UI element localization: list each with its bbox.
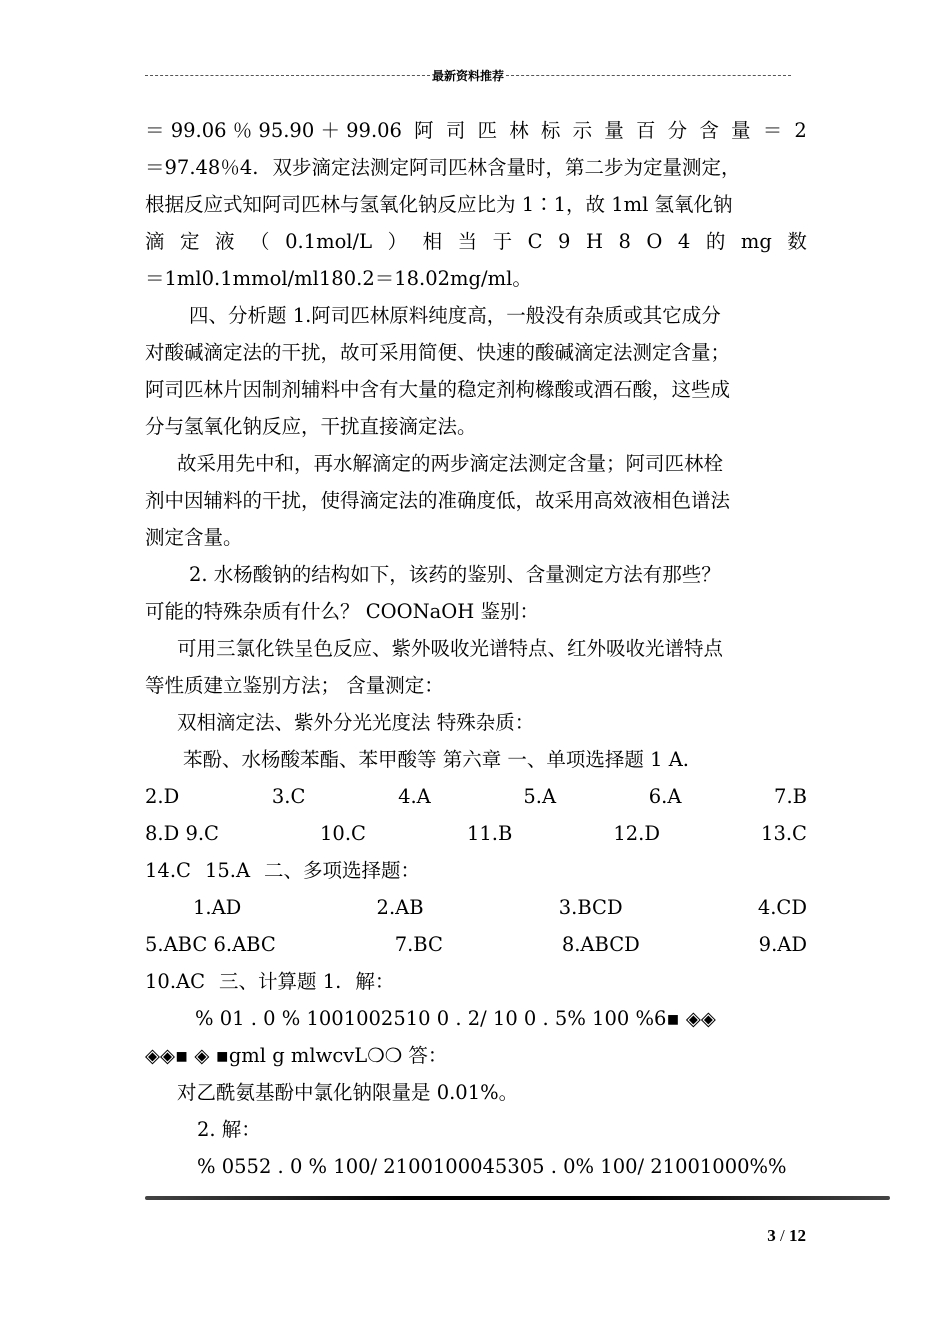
text-segment: 2 [794, 119, 807, 142]
text-segment: 阿司匹林片因制剂辅料中含有大量的稳定剂枸橼酸或酒石酸，这些成 [145, 378, 731, 401]
text-segment: ◈◈▪ ◈ ▪gml g mlwcvL❍❍ 答： [145, 1044, 448, 1067]
text-segment: 2. 水杨酸钠的结构如下，该药的鉴别、含量测定方法有那些？ [189, 563, 721, 586]
text-segment: 8 [618, 230, 631, 253]
text-segment: ＝97.48％4. [145, 156, 259, 179]
text-line [145, 260, 807, 297]
text-line [145, 741, 807, 778]
page-current: 3 [767, 1226, 776, 1245]
text-line [145, 889, 807, 926]
text-segment: 等性质建立鉴别方法； 含量测定： [145, 674, 444, 697]
text-segment: 匹 [477, 119, 498, 142]
text-line [145, 556, 807, 593]
page-total: 12 [789, 1226, 806, 1245]
text-segment: C [527, 230, 543, 253]
text-segment: （ [250, 230, 270, 253]
text-line [145, 297, 807, 334]
text-segment: 5.A [523, 785, 557, 808]
text-segment: % 0552 . 0 % 100/ 2100100045305 . 0% 100/ 21001000%% [197, 1155, 787, 1178]
text-line [145, 1074, 807, 1111]
text-line [145, 963, 807, 1000]
text-segment: 数 [787, 230, 807, 253]
text-line [145, 371, 807, 408]
text-segment: 对酸碱滴定法的干扰，故可采用简便、快速的酸碱滴定法测定含量； [145, 341, 731, 364]
text-segment: 测定含量。 [145, 526, 243, 549]
text-segment: H [585, 230, 603, 253]
text-segment: 14.C [145, 859, 191, 882]
text-line [145, 334, 807, 371]
text-segment: 15.A [204, 859, 251, 882]
text-segment: 10.C [320, 822, 366, 845]
text-segment: 可能的特殊杂质有什么？ COONaOH 鉴别： [145, 600, 539, 623]
text-segment: % 01 . 0 % 1001002510 0 . 2/ 10 0 . 5% 100 %6▪ ◈◈ [195, 1007, 716, 1030]
text-line [145, 1148, 807, 1185]
text-line [145, 112, 807, 149]
text-segment: 标 [540, 119, 561, 142]
text-segment: 司 [445, 119, 466, 142]
text-line [145, 223, 807, 260]
text-segment: 液 [215, 230, 235, 253]
text-line [145, 1037, 807, 1074]
text-line [145, 630, 807, 667]
text-line [145, 667, 807, 704]
text-line [145, 852, 807, 889]
text-segment: 三、计算题 1. [219, 970, 342, 993]
text-segment: 分 [667, 119, 688, 142]
text-segment: 10.AC [145, 970, 206, 993]
header-dash-left [145, 75, 430, 76]
text-line [145, 445, 807, 482]
text-segment: 解： [355, 970, 395, 993]
text-segment: ） [387, 230, 408, 253]
text-segment: ＝1ml0.1mmol/ml180.2＝18.02mg/ml。 [145, 267, 532, 290]
text-line [145, 482, 807, 519]
text-line [145, 408, 807, 445]
text-line [145, 149, 807, 186]
page-number [700, 1226, 806, 1246]
text-segment: 1.AD [193, 896, 242, 919]
text-segment: 4.CD [757, 896, 807, 919]
text-segment: 2.D [145, 785, 180, 808]
text-segment: 4.A [398, 785, 431, 808]
page-separator: / [780, 1226, 785, 1245]
text-segment: 滴 [145, 230, 165, 253]
text-segment: 12.D [613, 822, 660, 845]
text-segment: 林 [509, 119, 529, 142]
text-segment: 8.ABCD [561, 933, 640, 956]
text-segment: 四、分析题 1.阿司匹林原料纯度高，一般没有杂质或其它成分 [189, 304, 721, 327]
text-segment: 8.D 9.C [145, 822, 219, 845]
text-segment: 6.A [648, 785, 682, 808]
text-line [145, 778, 807, 815]
text-segment: 的 [705, 230, 726, 253]
text-segment: 2. 解： [197, 1118, 261, 1141]
text-segment: 剂中因辅料的干扰，使得滴定法的准确度低，故采用高效液相色谱法 [145, 489, 731, 512]
text-segment: mg [740, 230, 772, 253]
text-segment: 双相滴定法、紫外分光光度法 特殊杂质： [177, 711, 535, 734]
text-line [145, 519, 807, 556]
text-segment: 9 [558, 230, 571, 253]
text-line [145, 704, 807, 741]
text-segment: 量 [731, 119, 751, 142]
text-segment: 于 [492, 230, 513, 253]
text-segment: 7.B [774, 785, 807, 808]
footer-rule [145, 1196, 890, 1200]
text-segment: 量 [604, 119, 624, 142]
text-segment: 对乙酰氨基酚中氯化钠限量是 0.01%。 [177, 1081, 519, 1104]
text-line [145, 593, 807, 630]
text-segment: 相 [422, 230, 443, 253]
header-title: 最新资料推荐 [432, 68, 505, 83]
text-segment: 3.BCD [558, 896, 623, 919]
text-line [145, 186, 807, 223]
document-body [145, 112, 807, 1185]
text-segment: 11.B [466, 822, 513, 845]
text-segment: 5.ABC 6.ABC [145, 933, 276, 956]
running-header [145, 64, 791, 86]
text-segment: 含 [699, 119, 719, 142]
text-segment: 苯酚、水杨酸苯酯、苯甲酸等 第六章 一、单项选择题 1 A. [183, 748, 689, 771]
text-segment: 0.1mol/L [285, 230, 373, 253]
text-segment: 2.AB [376, 896, 424, 919]
text-segment: 百 [635, 119, 656, 142]
text-segment: 3.C [271, 785, 306, 808]
text-segment: 13.C [761, 822, 807, 845]
text-line [145, 926, 807, 963]
text-segment: 9.AD [758, 933, 807, 956]
header-dash-right [506, 75, 791, 76]
text-segment: ＝ [762, 119, 783, 142]
text-segment: ＝ 99.06 ％ 95.90 ＋ 99.06 [145, 119, 402, 142]
text-segment: 分与氢氧化钠反应，干扰直接滴定法。 [145, 415, 477, 438]
text-line [145, 1111, 807, 1148]
text-segment: 故采用先中和，再水解滴定的两步滴定法测定含量；阿司匹林栓 [177, 452, 724, 475]
text-segment: 当 [457, 230, 478, 253]
text-segment: 双步滴定法测定阿司匹林含量时，第二步为定量测定， [272, 156, 741, 179]
text-segment: O [646, 230, 663, 253]
text-line [145, 815, 807, 852]
text-segment: 示 [572, 119, 593, 142]
text-line [145, 1000, 807, 1037]
text-segment: 4 [677, 230, 691, 253]
text-segment: 阿 [414, 119, 434, 142]
text-segment: 定 [180, 230, 200, 253]
text-segment: 7.BC [394, 933, 443, 956]
text-segment: 可用三氯化铁呈色反应、紫外吸收光谱特点、红外吸收光谱特点 [177, 637, 724, 660]
text-segment: 根据反应式知阿司匹林与氢氧化钠反应比为 1∶1，故 1ml 氢氧化钠 [145, 193, 733, 216]
text-segment: 二、多项选择题： [264, 859, 421, 882]
